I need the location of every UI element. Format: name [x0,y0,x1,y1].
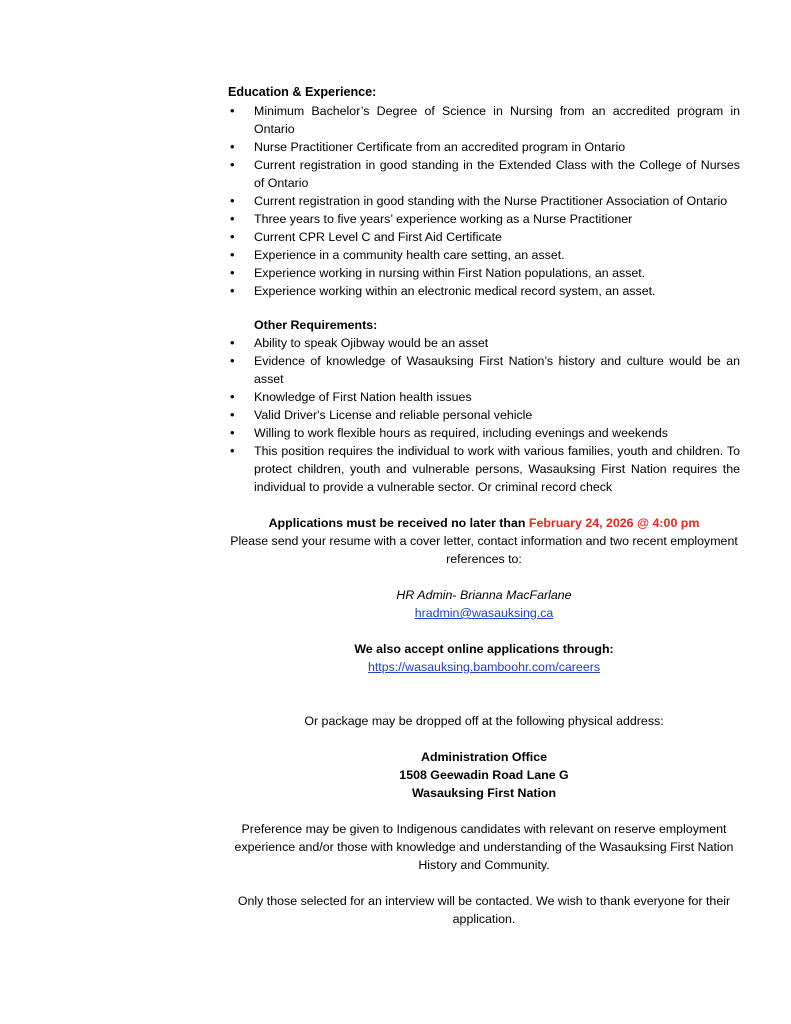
deadline-date: February 24, 2026 @ 4:00 pm [528,516,700,530]
list-item: • Current registration in good standing in the Extended Class with the College of Nurses of Ontario [228,156,740,192]
contact-name: HR Admin- Brianna MacFarlane [396,588,572,602]
careers-link[interactable]: https://wasauksing.bamboohr.com/careers [367,660,601,674]
list-item: • Ability to speak Ojibway would be an asset [228,334,740,352]
dropoff-text: Or package may be dropped off at the following physical address: [304,714,664,728]
list-item: • Current CPR Level C and First Aid Certificate [228,228,740,246]
list-item: • Experience working in nursing within First Nation populations, an asset. [228,264,740,282]
education-list [228,102,740,300]
education-heading: Education & Experience: [228,85,377,99]
list-item: • Three years to five years’ experience working as a Nurse Practitioner [228,210,740,228]
list-item: • Willing to work flexible hours as required, including evenings and weekends [228,424,740,442]
online-url-line [228,658,740,676]
address-line-3: Wasauksing First Nation [411,786,557,800]
online-heading: We also accept online applications through: [354,642,614,656]
deadline-prefix: Applications must be received no later than [268,516,529,530]
other-requirements-heading: Other Requirements: [254,318,378,332]
contact-email-link[interactable]: hradmin@wasauksing.ca [414,606,554,620]
deadline-line [228,514,740,532]
list-item: • Valid Driver's License and reliable personal vehicle [228,406,740,424]
list-item: • Nurse Practitioner Certificate from an accredited program in Ontario [228,138,740,156]
document-content [228,83,740,928]
list-item: • Current registration in good standing with the Nurse Practitioner Association of Ontario [228,192,740,210]
contact-email-line [228,604,740,622]
list-item: • Minimum Bachelor’s Degree of Science in Nursing from an accredited program in Ontario [228,102,740,138]
address-line-1: Administration Office [421,750,547,764]
list-item: • Knowledge of First Nation health issues [228,388,740,406]
send-instructions: Please send your resume with a cover letter, contact information and two recent employment references to: [230,534,738,566]
other-requirements-list [228,334,740,496]
list-item: • This position requires the individual to work with various families, youth and children. To protect children, youth and vulnerable persons, Wasauksing First Nation requires the individual to provide a vulnerable sector. Or criminal record check [228,442,740,496]
list-item: • Evidence of knowledge of Wasauksing First Nation’s history and culture would be an asset [228,352,740,388]
closing-text: Only those selected for an interview will be contacted. We wish to thank everyone for their application. [237,894,731,926]
list-item: • Experience working within an electronic medical record system, an asset. [228,282,740,300]
preference-text: Preference may be given to Indigenous candidates with relevant on reserve employment experience and/or those with knowledge and understanding of the Wasauksing First Nation History and Community. [234,822,734,872]
address-line-2: 1508 Geewadin Road Lane G [399,768,569,782]
list-item: • Experience in a community health care setting, an asset. [228,246,740,264]
